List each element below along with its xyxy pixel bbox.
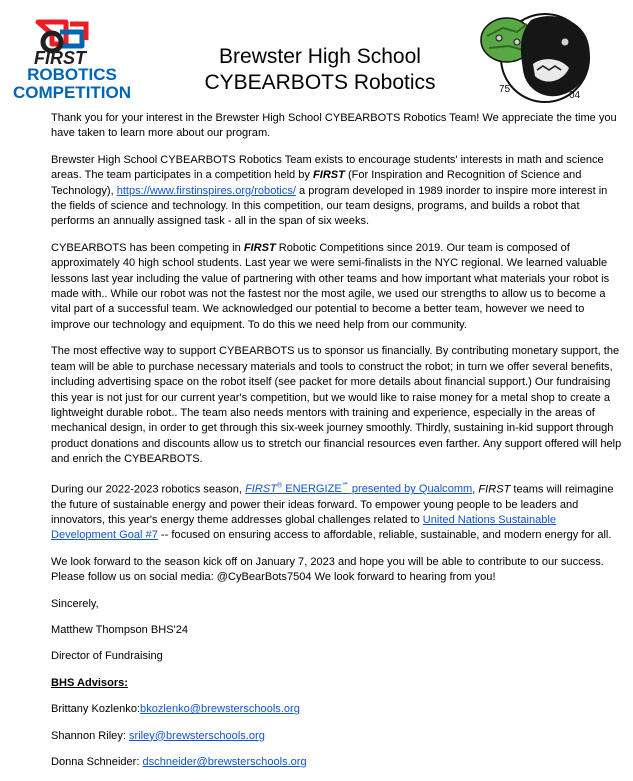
advisor-line: Shannon Riley: sriley@brewsterschools.org — [51, 729, 265, 742]
first-brand-text: FIRST — [478, 483, 511, 496]
cybearbots-bear-logo — [473, 6, 599, 106]
bear-logo-number-left: 75 — [499, 84, 511, 95]
school-name: Brewster High School — [219, 45, 421, 68]
advisor-email-link[interactable]: sriley@brewsterschools.org — [129, 729, 265, 742]
signature-name: Matthew Thompson BHS'24 — [51, 624, 188, 637]
letter-title — [150, 44, 490, 96]
intro-paragraph: Thank you for your interest in the Brewster High School CYBEARBOTS Robotics Team! We appreciate the time you have taken to learn more about our program. — [51, 112, 617, 140]
signature-block — [51, 597, 623, 665]
advisors-title: BHS Advisors: — [51, 676, 128, 689]
first-logo-competition: COMPETITION — [12, 83, 132, 102]
bear-logo-number-right: 04 — [569, 90, 581, 101]
first-logo-mark — [38, 22, 86, 51]
first-energize-link[interactable]: FIRST® ENERGIZE℠ presented by Qualcomm — [245, 482, 473, 496]
team-title: CYBEARBOTS Robotics — [204, 71, 436, 94]
season-paragraph: During our 2022-2023 robotics season, FIRST® ENERGIZE℠ presented by Qualcomm, FIRST teams will reimagine the future of sustainable energy and power their ideas forward. To empower young people to be leaders and innovators, this year's energy theme addresses global challenges related to United Nations Sustainable Development Goal #7 -- focused on ensuring access to affordable, reliable, sustainable, and modern energy for all. — [51, 482, 614, 542]
signature-closing: Sincerely, — [51, 597, 99, 610]
support-paragraph: The most effective way to support CYBEARBOTS us to sponsor us financially. By contributing monetary support, the team will be able to purchase necessary materials and tools to construct the robot; in turn we offer several benefits, including advertising space on the robot itself (see packet for more details about financial support.) Our fundraising this year is not just for our current year's competition, but we would like to raise money for a metal shop to create a lightweight durable robot.. The team also needs mentors with training and experience, especially in the areas of mechanical design, in order to get through this six-week journey smoothly. Thirdly, sustaining in-kid support through product donations and discounts allow us to stretch our financial resources even farther. Any support offered will help and enrich the CYBEARBOTS. — [51, 345, 622, 466]
mission-paragraph: Brewster High School CYBEARBOTS Robotics Team exists to encourage students' interests in math and science areas. The team participates in a competition held by FIRST (For Inspiration and Recognition of Science and Technology), https://www.firstinspires.org/robotics/ a program developed in 1989 inorder to inspire more interest in the fields of science and technology. In this competition, our team designs, programs, and builds a robot that performs an annually assigned task - all in the span of six weeks. — [51, 153, 608, 228]
firstinspires-link[interactable]: https://www.firstinspires.org/robotics/ — [116, 184, 296, 197]
history-paragraph: CYBEARBOTS has been competing in FIRST Robotic Competitions since 2019. Our team is composed of approximately 40 high school students. Last year we were semi-finalists in the NYC regional. We learned valuable lessons last year including the value of partnering with other teams and how important what materials your robot is made with.. While our robot was not the fastest nor the most agile, we used our strengths to allow us to become a vital part of a successful team. We acknowledged our potential to become a better team, however we need to improve our technology and equipment. To do this we need help from our community. — [51, 241, 610, 331]
advisor-line: Brittany Kozlenko:bkozlenko@brewsterschools.org — [51, 703, 300, 716]
first-brand-text: FIRST — [243, 241, 276, 254]
un-goal-link[interactable]: United Nations Sustainable Development Goal #7 — [51, 514, 557, 542]
advisors-block — [51, 676, 623, 771]
signature-role: Director of Fundraising — [51, 650, 163, 663]
closing-paragraph: We look forward to the season kick off on January 7, 2023 and hope you will be able to contribute to our success. Please follow us on social media: @CyBearBots7504 We look forward to hearing from you! — [51, 555, 604, 584]
first-logo-word: FIRST — [34, 48, 86, 68]
first-robotics-logo — [8, 14, 136, 102]
letter-body — [51, 111, 623, 781]
advisor-line: Donna Schneider: dschneider@brewsterschools.org — [51, 756, 307, 769]
first-logo-robotics: ROBOTICS — [27, 65, 117, 84]
advisor-email-link[interactable]: bkozlenko@brewsterschools.org — [140, 703, 300, 716]
letterhead — [0, 0, 633, 108]
first-brand-text: FIRST — [313, 169, 345, 182]
advisor-email-link[interactable]: dschneider@brewsterschools.org — [142, 756, 307, 769]
